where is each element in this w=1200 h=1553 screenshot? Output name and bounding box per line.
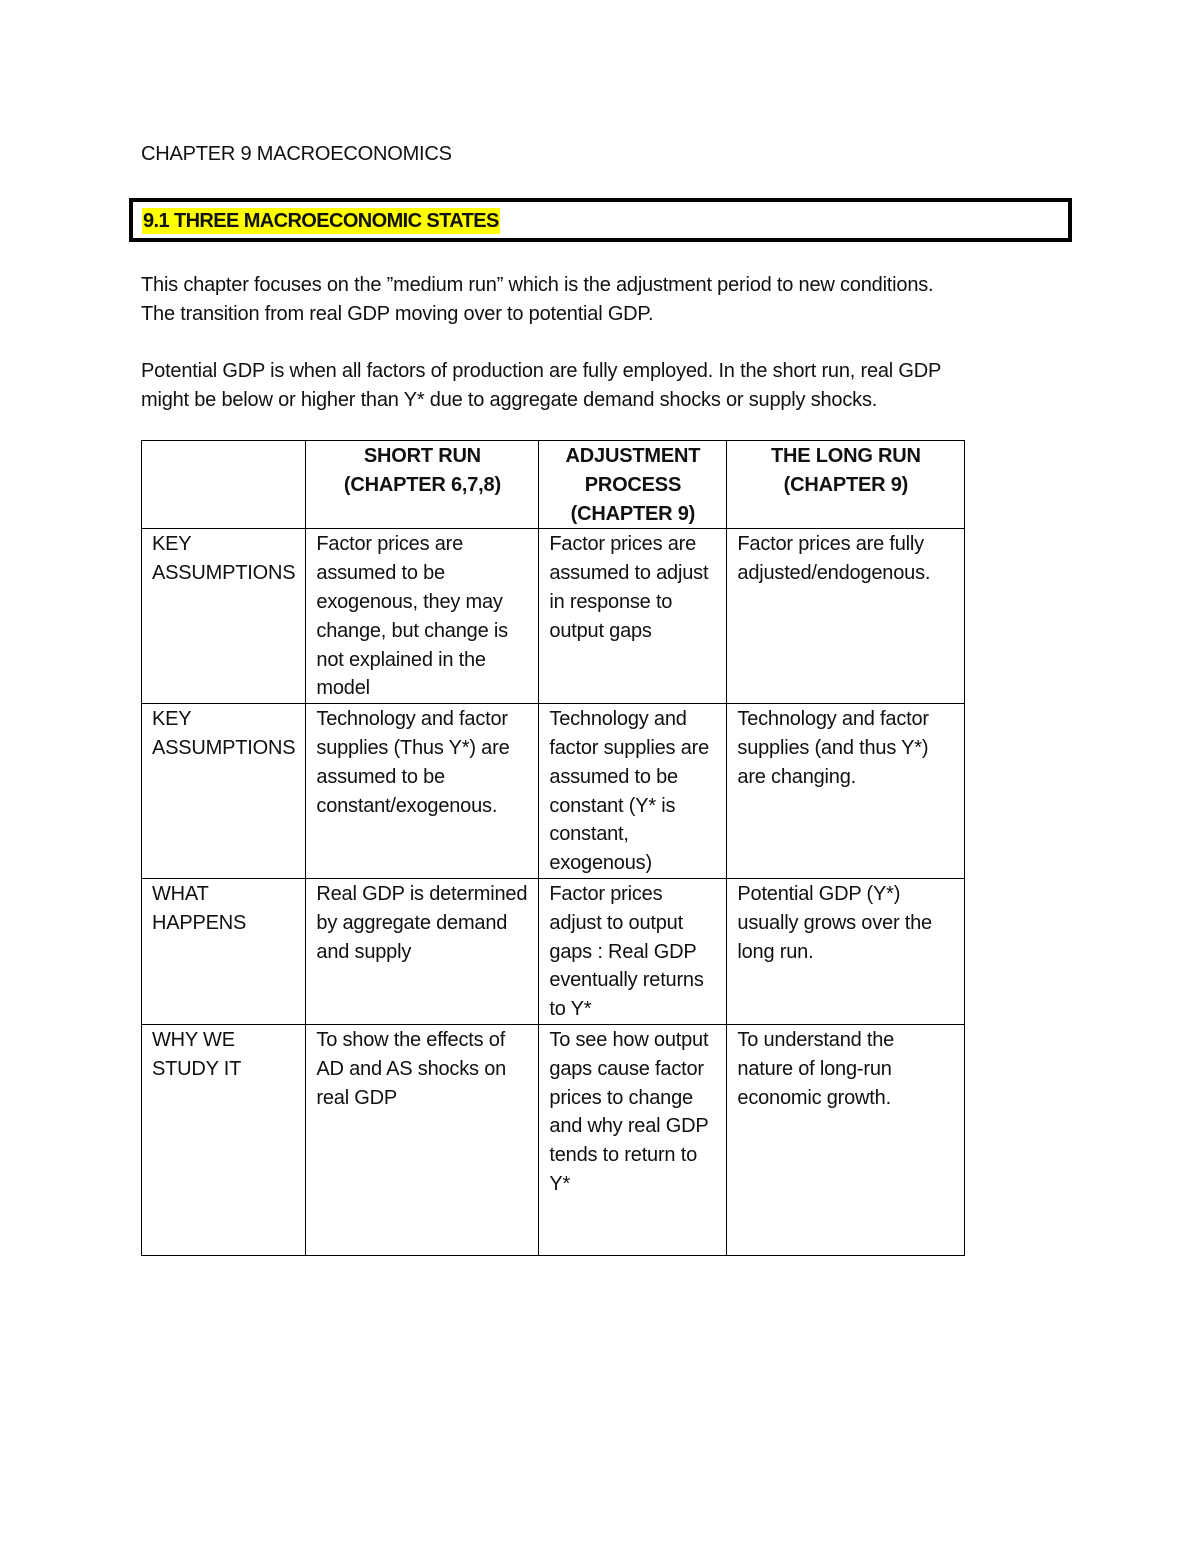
table-row: [142, 1024, 965, 1255]
table-cell: Technology and factor supplies are assumed to be constant (Y* is constant, exogenous): [539, 704, 727, 879]
row-label: WHAT HAPPENS: [142, 878, 306, 1024]
header-line: THE LONG RUN: [770, 445, 921, 467]
table-row: [142, 878, 965, 1024]
table-cell: Potential GDP (Y*) usually grows over the long run.: [727, 878, 965, 1024]
header-short-run: [306, 441, 539, 529]
table-cell: Real GDP is determined by aggregate demand and supply: [306, 878, 539, 1024]
paragraph-line: This chapter focuses on the ”medium run” which is the adjustment period to new conditions.: [141, 274, 934, 296]
row-label: KEY ASSUMPTIONS: [142, 704, 306, 879]
header-line: (CHAPTER 9): [570, 502, 696, 525]
header-adjustment-process: [539, 441, 727, 529]
table-cell: To see how output gaps cause factor prices to change and why real GDP tends to return to Y*: [539, 1024, 727, 1255]
row-label: KEY ASSUMPTIONS: [142, 529, 306, 704]
table-cell: Technology and factor supplies (and thus Y*) are changing.: [727, 704, 965, 879]
table-cell: Factor prices are assumed to adjust in response to output gaps: [539, 529, 727, 704]
table-cell: Factor prices adjust to output gaps : Real GDP eventually returns to Y*: [539, 878, 727, 1024]
table-row: [142, 704, 965, 879]
intro-paragraph: [141, 271, 1061, 328]
header-line: SHORT RUN: [363, 445, 481, 467]
table-header-row: [142, 441, 965, 529]
macroeconomic-states-table: [141, 440, 965, 1256]
table-cell: To understand the nature of long-run economic growth.: [727, 1024, 965, 1255]
section-heading: 9.1 THREE MACROECONOMIC STATES: [143, 210, 499, 232]
header-line: ADJUSTMENT: [565, 445, 701, 467]
header-line: (CHAPTER 9): [783, 473, 909, 496]
header-line: (CHAPTER 6,7,8): [343, 473, 501, 496]
paragraph-line: might be below or higher than Y* due to aggregate demand shocks or supply shocks.: [141, 388, 878, 411]
page-title: CHAPTER 9 MACROECONOMICS: [141, 143, 452, 165]
row-label: WHY WE STUDY IT: [142, 1024, 306, 1255]
table-cell: To show the effects of AD and AS shocks on real GDP: [306, 1024, 539, 1255]
table-cell: Factor prices are fully adjusted/endogenous.: [727, 529, 965, 704]
paragraph-line: Potential GDP is when all factors of production are fully employed. In the short run, real GDP: [141, 360, 942, 382]
paragraph-line: The transition from real GDP moving over to potential GDP.: [141, 302, 654, 325]
table-cell: Factor prices are assumed to be exogenous, they may change, but change is not explained in the model: [306, 529, 539, 704]
potential-gdp-paragraph: [141, 357, 1061, 414]
table-row: [142, 529, 965, 704]
header-line: PROCESS: [584, 473, 682, 496]
table-corner-cell: [142, 441, 306, 529]
table-cell: Technology and factor supplies (Thus Y*) are assumed to be constant/exogenous.: [306, 704, 539, 879]
header-long-run: [727, 441, 965, 529]
section-heading-box: [129, 198, 1072, 242]
